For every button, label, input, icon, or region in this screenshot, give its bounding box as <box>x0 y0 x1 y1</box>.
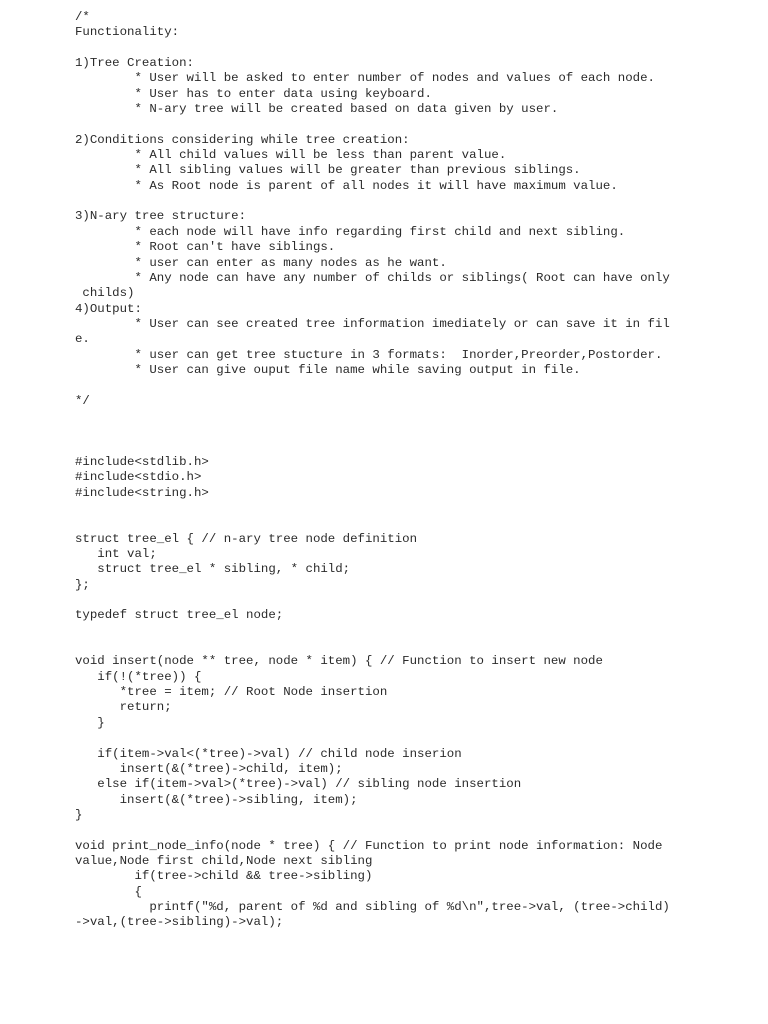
code-line: * User can give ouput file name while saving output in file. <box>75 362 581 377</box>
code-line: struct tree_el * sibling, * child; <box>75 562 351 577</box>
code-line: typedef struct tree_el node; <box>75 608 284 623</box>
code-line: int val; <box>75 547 157 562</box>
code-line: insert(&(*tree)->sibling, item); <box>75 792 358 807</box>
code-line: #include<string.h> <box>75 485 209 500</box>
code-line: /* <box>75 10 90 24</box>
code-line: printf("%d, parent of %d and sibling of %d\n",tree->val, (tree->child) <box>75 899 670 914</box>
code-line <box>75 194 670 209</box>
code-line: * User can see created tree information imediately or can save it in fil <box>75 316 670 331</box>
code-line: * Any node can have any number of childs or siblings( Root can have only <box>75 270 670 285</box>
code-line: else if(item->val>(*tree)->val) // sibling node insertion <box>75 777 522 792</box>
code-line <box>75 639 670 654</box>
code-line <box>75 41 670 56</box>
code-line: }; <box>75 577 90 592</box>
code-line <box>75 624 670 639</box>
code-line: childs) <box>75 286 135 301</box>
code-line: * All sibling values will be greater than previous siblings. <box>75 163 581 178</box>
code-line: if(item->val<(*tree)->val) // child node inserion <box>75 746 462 761</box>
code-line: * As Root node is parent of all nodes it will have maximum value. <box>75 178 618 193</box>
code-line: 2)Conditions considering while tree creation: <box>75 132 410 147</box>
code-line: void print_node_info(node * tree) { // Function to print node information: Node <box>75 838 663 853</box>
code-line: * User has to enter data using keyboard. <box>75 86 432 101</box>
code-line <box>75 424 670 439</box>
code-line <box>75 409 670 424</box>
code-line: e. <box>75 332 90 347</box>
code-line: * user can enter as many nodes as he want. <box>75 255 447 270</box>
code-line: Functionality: <box>75 25 180 40</box>
code-line: 1)Tree Creation: <box>75 56 194 71</box>
code-line: * user can get tree stucture in 3 formats: Inorder,Preorder,Postorder. <box>75 347 663 362</box>
code-line <box>75 501 670 516</box>
code-line <box>75 731 670 746</box>
code-line: #include<stdio.h> <box>75 470 202 485</box>
code-line: if(!(*tree)) { <box>75 669 202 684</box>
code-line: if(tree->child && tree->sibling) <box>75 869 373 884</box>
source-code-listing <box>75 10 670 931</box>
code-line: * User will be asked to enter number of nodes and values of each node. <box>75 71 655 86</box>
code-line <box>75 440 670 455</box>
code-line <box>75 378 670 393</box>
code-line: return; <box>75 700 172 715</box>
code-line <box>75 823 670 838</box>
code-line: { <box>75 884 142 899</box>
code-line: * Root can't have siblings. <box>75 240 336 255</box>
code-line <box>75 593 670 608</box>
code-line: } <box>75 807 83 822</box>
code-line: insert(&(*tree)->child, item); <box>75 761 343 776</box>
code-line: * each node will have info regarding first child and next sibling. <box>75 224 626 239</box>
code-line: void insert(node ** tree, node * item) { // Function to insert new node <box>75 654 603 669</box>
code-line: struct tree_el { // n-ary tree node definition <box>75 531 418 546</box>
code-line: */ <box>75 393 90 408</box>
code-line: *tree = item; // Root Node insertion <box>75 685 388 700</box>
code-line: ->val,(tree->sibling)->val); <box>75 915 284 930</box>
code-line: value,Node first child,Node next sibling <box>75 853 373 868</box>
code-line <box>75 516 670 531</box>
code-line: 3)N-ary tree structure: <box>75 209 247 224</box>
code-line: #include<stdlib.h> <box>75 454 209 469</box>
code-line <box>75 117 670 132</box>
code-line: * N-ary tree will be created based on data given by user. <box>75 102 559 117</box>
code-line: } <box>75 715 105 730</box>
code-line: 4)Output: <box>75 301 142 316</box>
code-line: * All child values will be less than parent value. <box>75 148 507 163</box>
